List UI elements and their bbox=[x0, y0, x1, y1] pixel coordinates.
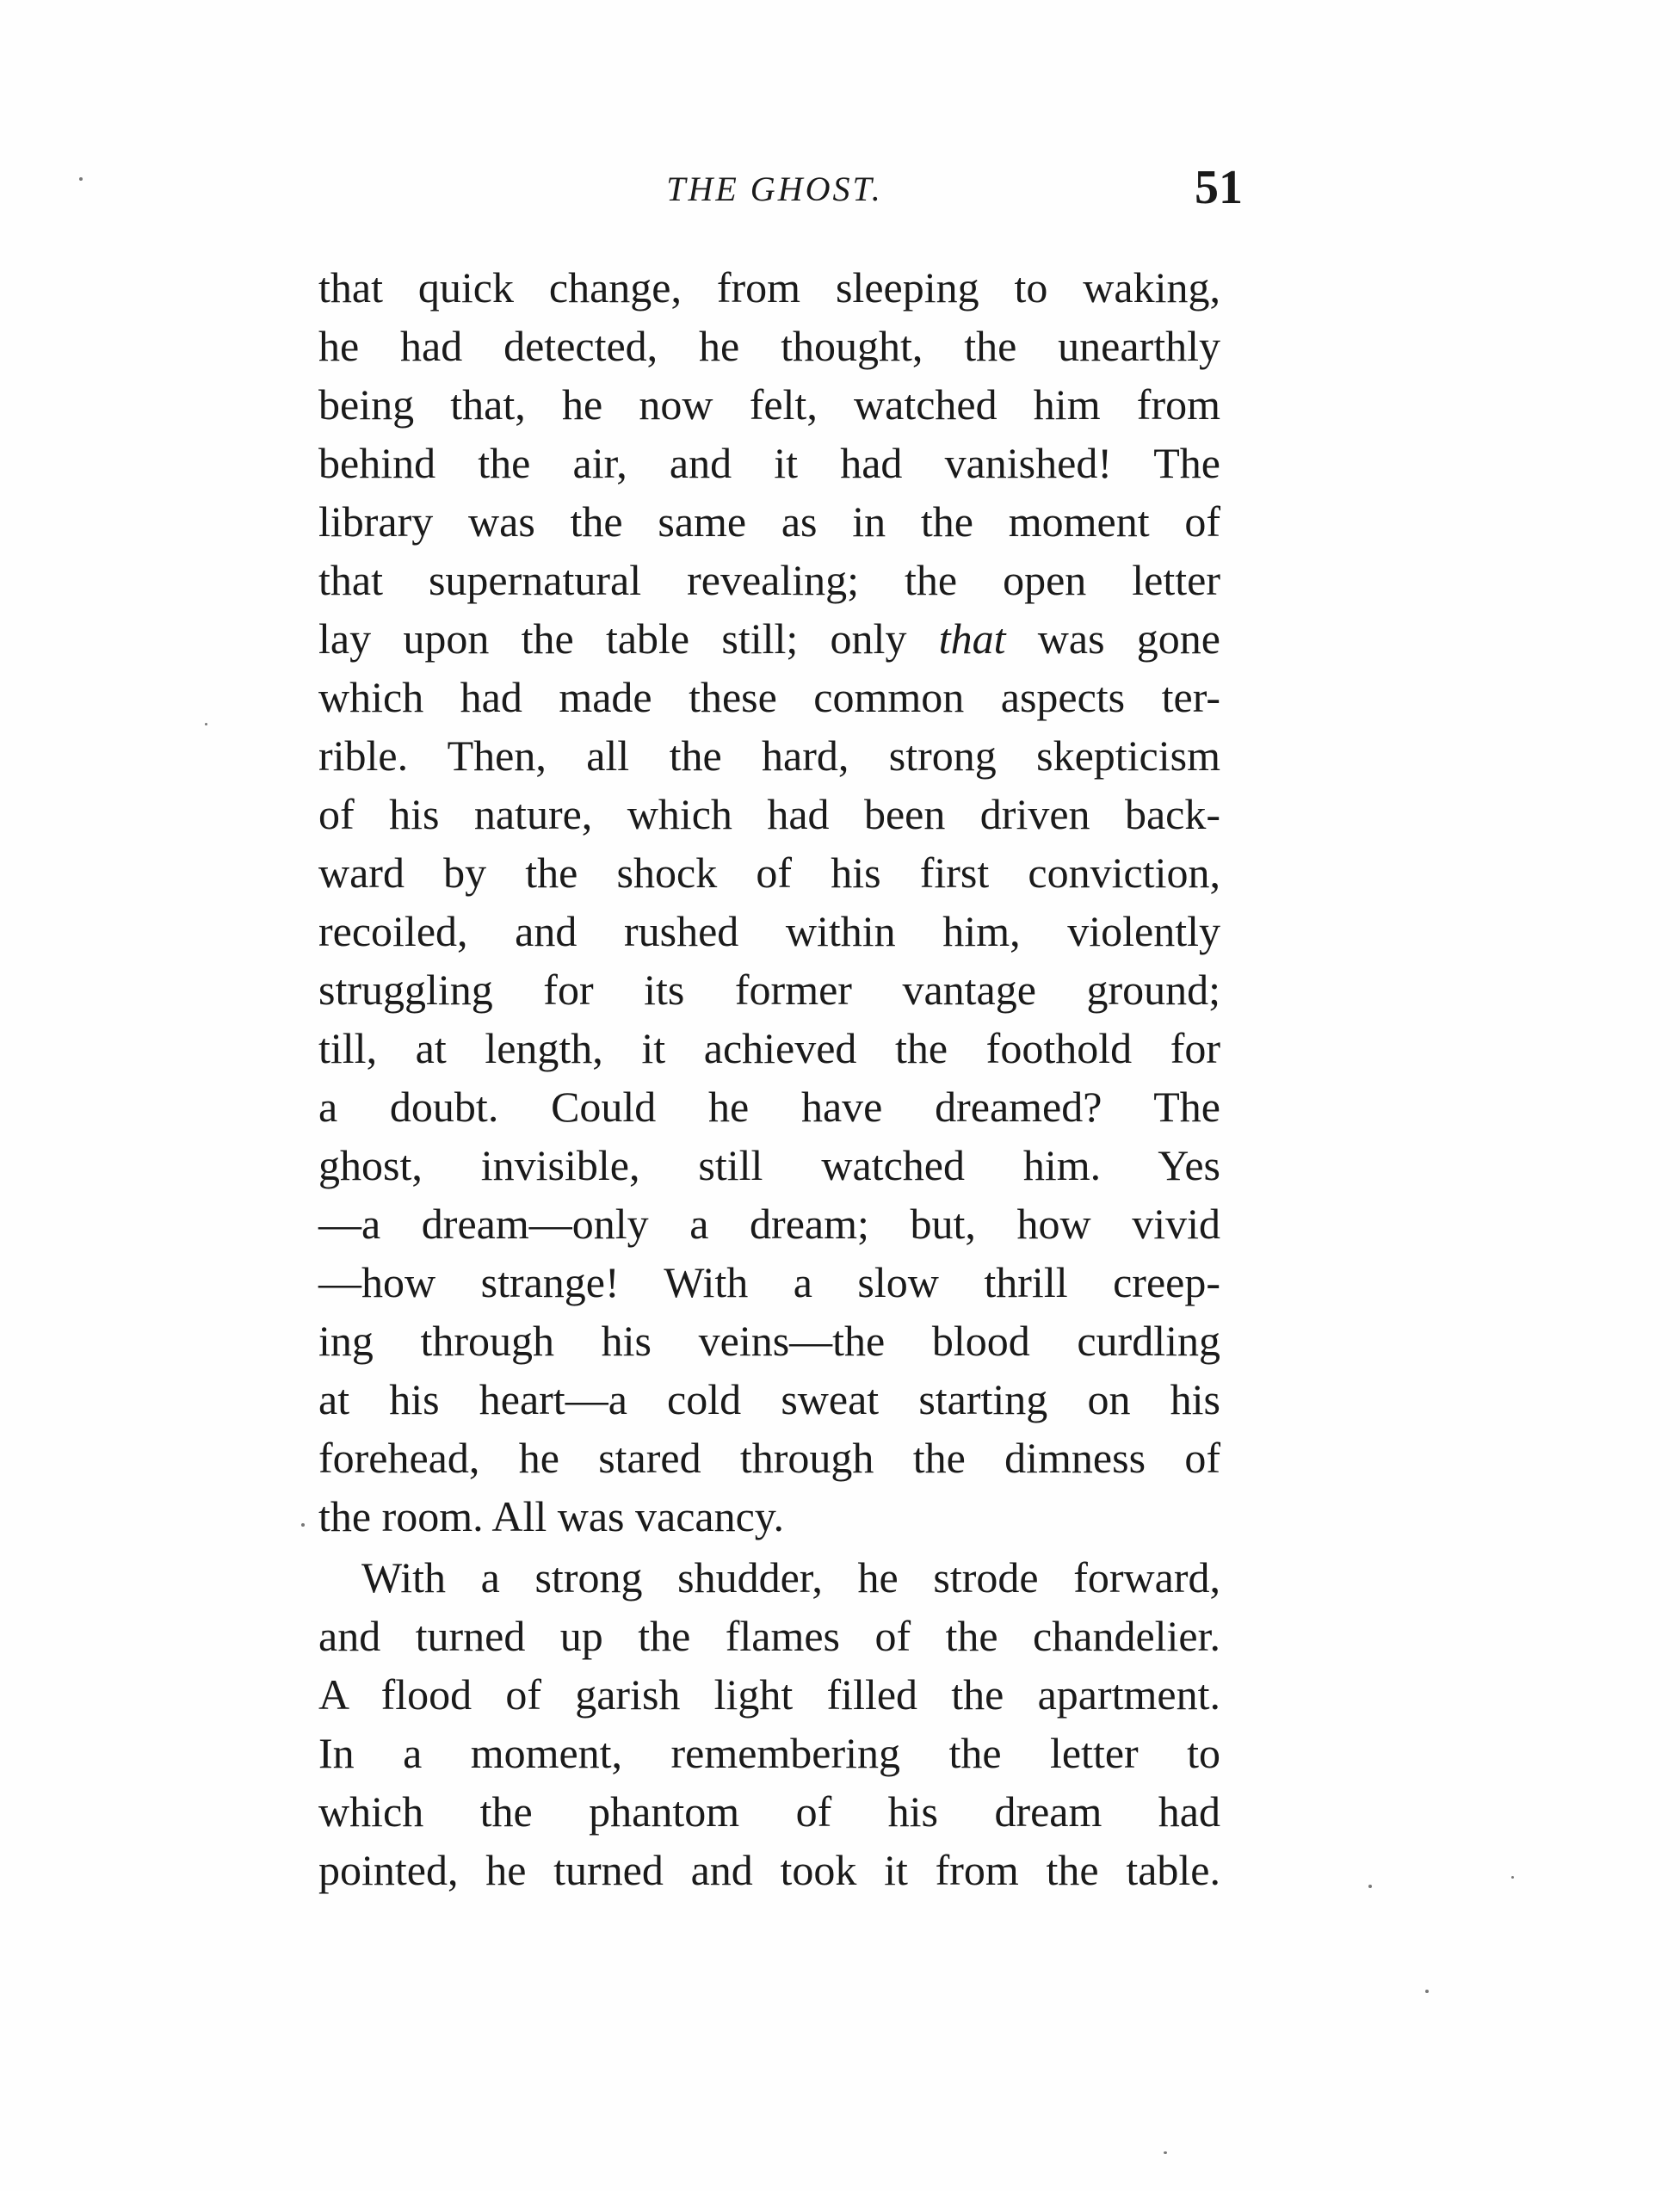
text-line: and turned up the flames of the chandelier. bbox=[318, 1612, 1220, 1660]
text-line: he had detected, he thought, the unearthly bbox=[318, 322, 1220, 370]
text-line: behind the air, and it had vanished! The bbox=[318, 439, 1220, 487]
text-line: ing through his veins—the blood curdling bbox=[318, 1317, 1220, 1365]
body-text bbox=[318, 258, 1220, 1899]
emphasized-word: that bbox=[938, 614, 1006, 663]
line-segment: lay upon the table still; only bbox=[318, 614, 939, 663]
running-title: THE GHOST. bbox=[666, 170, 883, 208]
scan-speck bbox=[205, 723, 207, 725]
text-line: ward by the shock of his first conviction, bbox=[318, 849, 1220, 897]
text-line: ghost, invisible, still watched him. Yes bbox=[318, 1141, 1220, 1189]
text-line: —how strange! With a slow thrill creep- bbox=[318, 1258, 1220, 1306]
text-line: that quick change, from sleeping to waking, bbox=[318, 263, 1220, 312]
text-line: In a moment, remembering the letter to bbox=[318, 1729, 1220, 1777]
text-line: A flood of garish light filled the apartment. bbox=[318, 1670, 1220, 1719]
text-line: a doubt. Could he have dreamed? The bbox=[318, 1083, 1220, 1131]
paragraph-2 bbox=[318, 1548, 1220, 1899]
scan-speck bbox=[1368, 1885, 1372, 1888]
scan-speck bbox=[301, 1523, 305, 1527]
scan-speck bbox=[1164, 2151, 1167, 2154]
text-line: —a dream—only a dream; but, how vivid bbox=[318, 1200, 1220, 1248]
text-line: struggling for its former vantage ground; bbox=[318, 966, 1220, 1014]
text-line: till, at length, it achieved the foothold for bbox=[318, 1024, 1220, 1072]
text-line: rible. Then, all the hard, strong skepticism bbox=[318, 731, 1220, 780]
text-line: pointed, he turned and took it from the table. bbox=[318, 1846, 1220, 1894]
scan-speck bbox=[1511, 1876, 1514, 1879]
text-line: of his nature, which had been driven back- bbox=[318, 790, 1220, 838]
page-number: 51 bbox=[1195, 161, 1243, 214]
text-line: that supernatural revealing; the open letter bbox=[318, 556, 1220, 604]
scan-speck bbox=[1425, 1990, 1429, 1993]
scan-speck bbox=[79, 177, 83, 181]
page-header bbox=[318, 161, 1243, 232]
paragraph-1 bbox=[318, 258, 1220, 1546]
text-line: being that, he now felt, watched him from bbox=[318, 380, 1220, 429]
text-line: library was the same as in the moment of bbox=[318, 497, 1220, 546]
text-line: With a strong shudder, he strode forward, bbox=[361, 1553, 1220, 1602]
text-line: which the phantom of his dream had bbox=[318, 1787, 1220, 1836]
text-line: which had made these common aspects ter- bbox=[318, 673, 1220, 721]
text-line: recoiled, and rushed within him, violently bbox=[318, 907, 1220, 955]
text-line: at his heart—a cold sweat starting on his bbox=[318, 1375, 1220, 1423]
line-segment: was gone bbox=[1005, 614, 1220, 663]
text-line: forehead, he stared through the dimness of bbox=[318, 1434, 1220, 1482]
text-line-with-emphasis bbox=[318, 609, 1220, 668]
text-line: the room. All was vacancy. bbox=[318, 1492, 785, 1540]
